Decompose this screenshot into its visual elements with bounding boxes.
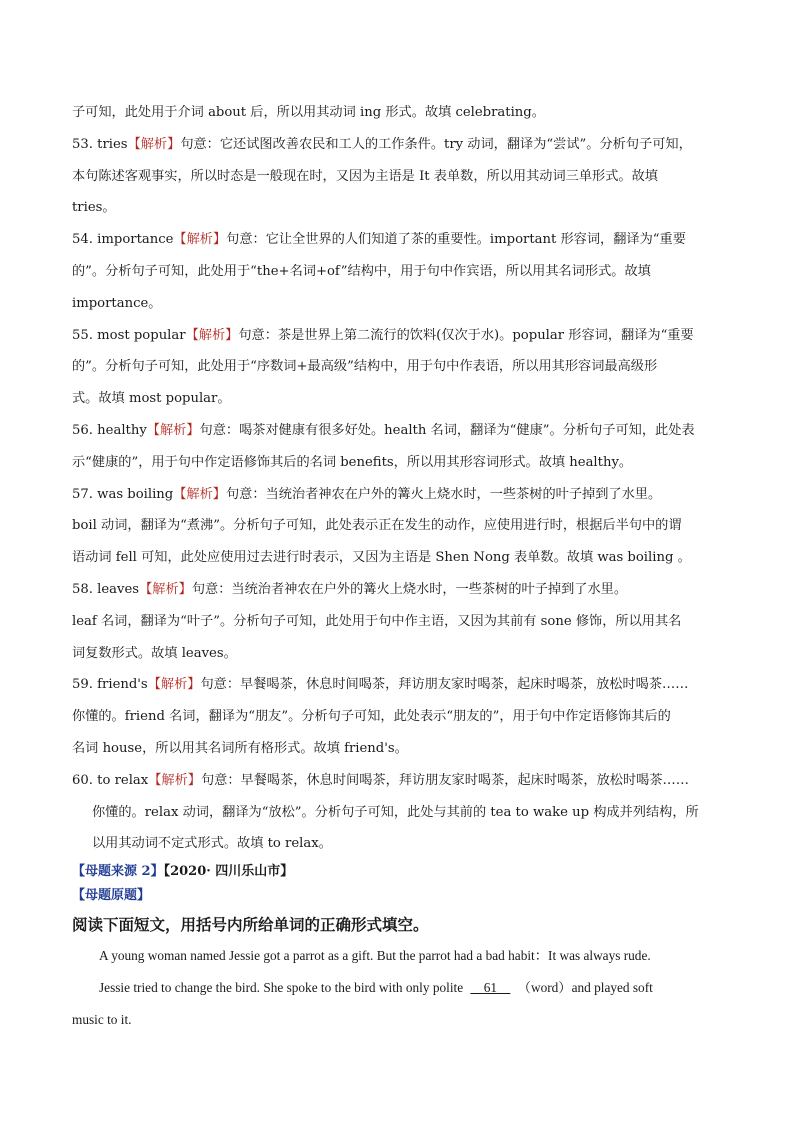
explanation-text: 53. tries (72, 136, 128, 152)
explanation-line (72, 733, 722, 765)
explanation-text: 56. healthy (72, 422, 147, 438)
explanation-text: 55. most popular (72, 327, 186, 343)
explanation-line (72, 638, 722, 670)
explanation-line (72, 765, 722, 797)
explanation-text: 的”。分析句子可知，此处用于“序数词+最高级”结构中，用于句中作表语，所以用其形容词最高级形 (72, 359, 658, 375)
explanation-line (72, 797, 722, 829)
explanation-line (72, 129, 722, 161)
explanation-text: 以用其动词不定式形式。故填 to relax。 (92, 836, 332, 852)
analysis-tag: 【解析】 (185, 327, 239, 343)
original-label: 【母题原题】 (72, 888, 151, 904)
explanation-line (72, 606, 722, 638)
explanation-text: 本句陈述客观事实，所以时态是一般现在时，又因为主语是 It 表单数，所以用其动词三单形式。故填 (72, 168, 658, 184)
analysis-tag: 【解析】 (148, 772, 201, 788)
passage-line-1: A young woman named Jessie got a parrot as a gift. But the parrot had a bad habit：It was always rude. (99, 948, 651, 964)
explanation-text: 语动词 fell 可知，此处应使用过去进行时表示，又因为主语是 Shen Nong 表单数。故填 was boiling 。 (72, 550, 691, 566)
answer-explanation-page (72, 97, 722, 1036)
explanation-line (72, 351, 722, 383)
explanation-line (72, 542, 722, 574)
explanation-text: 的”。分析句子可知，此处用于“the+名词+of”结构中，用于句中作宾语，所以用其名词形式。故填 (72, 263, 651, 279)
explanation-text: 句意：它还试图改善农民和工人的工作条件。try 动词，翻译为“尝试”。分析句子可知， (180, 136, 692, 152)
explanation-text: 句意：早餐喝茶，休息时间喝茶，拜访朋友家时喝茶，起床时喝茶，放松时喝茶…… (200, 772, 689, 788)
source-label: 【母题来源 2】 (72, 864, 164, 880)
explanation-text: 57. was boiling (72, 486, 174, 502)
explanation-line (72, 415, 722, 447)
analysis-tag: 【解析】 (127, 136, 181, 152)
explanation-text: leaf 名词，翻译为“叶子”。分析句子可知，此处用于句中作主语，又因为其前有 sone 修饰，所以用其名 (72, 613, 682, 629)
explanation-line (72, 701, 722, 733)
passage-line-2 (72, 972, 722, 1004)
explanation-text: tries。 (72, 200, 116, 216)
explanation-text: 词复数形式。故填 leaves。 (72, 645, 237, 661)
analysis-tag: 【解析】 (146, 422, 200, 438)
explanation-text: 你懂的。relax 动词，翻译为“放松”。分析句子可知，此处与其前的 tea to wake up 构成并列结构，所 (92, 804, 699, 820)
analysis-tag: 【解析】 (173, 486, 226, 502)
explanation-line (72, 192, 722, 224)
explanation-text: 式。故填 most popular。 (72, 391, 231, 407)
explanation-text: importance。 (72, 295, 162, 311)
explanation-text: 句意：喝茶对健康有很多好处。health 名词，翻译为“健康”。分析句子可知，此处表 (199, 422, 695, 438)
explanation-line (72, 161, 722, 193)
explanation-text: 句意：它让全世界的人们知道了茶的重要性。important 形容词，翻译为“重要 (226, 232, 686, 248)
instruction-title: 阅读下面短文，用括号内所给单词的正确形式填空。 (72, 915, 429, 935)
source-heading (72, 860, 722, 884)
explanation-text: boil 动词，翻译为“煮沸”。分析句子可知，此处表示正在发生的动作，应使用进行时，根据后半句中的谓 (72, 518, 682, 534)
original-question-heading (72, 884, 722, 908)
explanation-line (72, 447, 722, 479)
explanation-text: 60. to relax (72, 772, 149, 788)
passage-line-3: music to it. (72, 1012, 132, 1028)
explanation-text: 句意：当统治者神农在户外的篝火上烧水时，一些茶树的叶子掉到了水里。 (226, 486, 662, 502)
explanation-line (72, 510, 722, 542)
explanation-line (72, 288, 722, 320)
source-year-place: 【2020· 四川乐山市】 (163, 864, 294, 880)
passage-line-2-before: Jessie tried to change the bird. She spoke to the bird with only polite (99, 980, 464, 996)
explanation-text: 句意：当统治者神农在户外的篝火上烧水时，一些茶树的叶子掉到了水里。 (191, 581, 628, 597)
explanation-line (72, 256, 722, 288)
analysis-tag: 【解析】 (173, 232, 227, 248)
analysis-tag: 【解析】 (139, 581, 192, 597)
explanation-text: 示“健康的”，用于句中作定语修饰其后的名词 benefits，所以用其形容词形式。故填 healthy。 (72, 454, 633, 470)
explanation-line (72, 669, 722, 701)
explanation-text: 句意：早餐喝茶，休息时间喝茶，拜访朋友家时喝茶，起床时喝茶，放松时喝茶…… (200, 677, 689, 693)
explanation-line (72, 828, 722, 860)
explanation-line (72, 574, 722, 606)
explanation-text: 句意：茶是世界上第二流行的饮料(仅次于水)。popular 形容词，翻译为“重要 (238, 327, 694, 343)
explanation-text: 你懂的。friend 名词，翻译为“朋友”。分析句子可知，此处表示“朋友的”，用于句中作定语修饰其后的 (72, 709, 671, 725)
passage-line-2-after: （word）and played soft (517, 980, 653, 996)
analysis-tag: 【解析】 (147, 677, 201, 693)
explanation-line (72, 479, 722, 511)
blank-61 (466, 980, 514, 995)
explanation-line (72, 224, 722, 256)
explanation-text: 58. leaves (72, 581, 140, 597)
explanation-line (72, 320, 722, 352)
explanation-text: 59. friend's (72, 677, 148, 693)
explanation-line (72, 383, 722, 415)
answer-explanations (72, 97, 722, 860)
explanation-text: 名词 house，所以用其名词所有格形式。故填 friend's。 (72, 740, 408, 756)
blank-number: 61 (483, 980, 498, 996)
explanation-text: 子可知，此处用于介词 about 后，所以用其动词 ing 形式。故填 celebrating。 (72, 105, 545, 120)
explanation-text: 54. importance (72, 232, 174, 248)
explanation-line (72, 97, 722, 129)
